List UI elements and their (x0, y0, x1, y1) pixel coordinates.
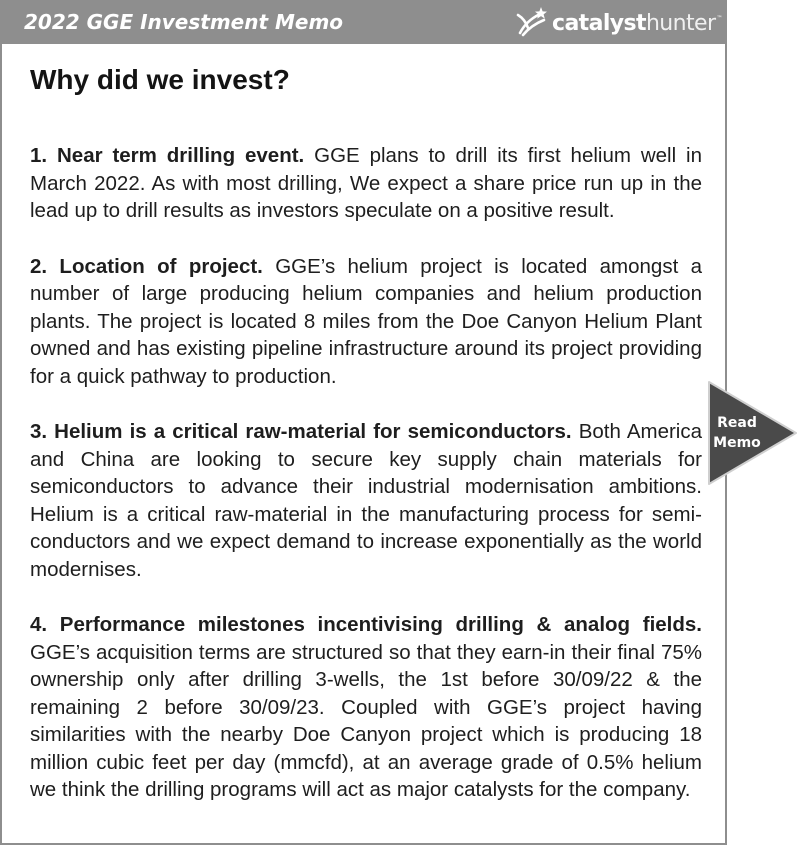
logo-brand-strong: catalyst (552, 10, 646, 36)
point-lead: 3. Helium is a critical raw-material for semiconductors. (30, 420, 572, 443)
page-heading: Why did we invest? (30, 64, 290, 95)
read-memo-label (708, 413, 766, 453)
point-lead: 1. Near term drilling event. (30, 144, 305, 167)
memo-content (30, 62, 702, 804)
memo-point-4 (30, 611, 702, 804)
logo-wordmark (552, 11, 715, 36)
read-memo-line-2: Memo (713, 435, 761, 451)
memo-point-3 (30, 418, 702, 583)
point-body: Both America and China are looking to secure key supply chain materials for semiconductors to advance their industrial modernisation ambitions. Helium is a critical raw-material in the manufacturing process for semi-conductors and we expect demand to increase exponentially as the world modernises. (30, 420, 703, 581)
read-memo-button[interactable] (708, 381, 798, 485)
point-lead: 4. Performance milestones incentivising drilling & analog fields. (30, 613, 702, 636)
memo-title: 2022 GGE Investment Memo (24, 10, 344, 34)
point-body: GGE’s helium project is located amongst a number of large producing helium companies and helium production plants. The project is located 8 miles from the Doe Canyon Helium Plant owned and has existing pipeline infrastructure around its project providing for a quick pathway to production. (30, 254, 702, 388)
point-body: GGE’s acquisition terms are structured so that they earn-in their final 75% ownership only after drilling 3-wells, the 1st before 30/09/22 & the remaining 2 before 30/09/23. Coupled with GGE’s project having similarities with the nearby Doe Canyon project which is producing 18 million cubic feet per day (mmcfd), at an average grade of 0.5% helium we think the drilling programs will act as major catalysts for the company. (30, 640, 702, 801)
logo-trademark: ™ (716, 15, 723, 22)
point-body: GGE plans to drill its first helium well in March 2022. As with most drilling, We expect a share price run up in the lead up to drill results as investors speculate on a positive result. (30, 144, 702, 222)
memo-header (2, 2, 725, 44)
memo-point-1 (30, 142, 702, 225)
point-lead: 2. Location of project. (30, 254, 263, 278)
wing-star-icon (514, 5, 550, 41)
logo-brand-light: hunter (645, 10, 716, 36)
read-memo-line-1: Read (717, 415, 757, 431)
memo-point-2 (30, 253, 702, 391)
catalyst-hunter-logo (514, 5, 722, 41)
